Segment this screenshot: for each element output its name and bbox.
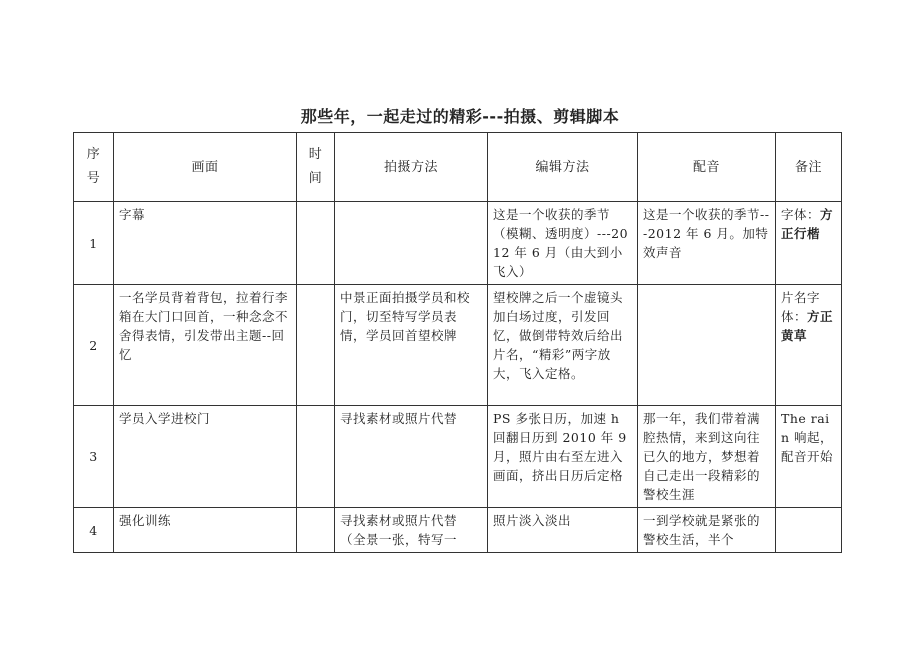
row-method: 寻找素材或照片代替 — [335, 406, 488, 508]
header-num-bottom: 号 — [86, 171, 101, 186]
row-method: 中景正面拍摄学员和校门，切至特写学员表情，学员回首望校牌 — [335, 285, 488, 406]
note-text: The rain 响起，配音开始 — [781, 411, 834, 464]
header-time — [297, 133, 335, 202]
row-edit: 照片淡入淡出 — [488, 508, 638, 553]
row-num: 1 — [74, 202, 114, 285]
table-row — [74, 202, 842, 285]
row-edit: 望校牌之后一个虚镜头加白场过度，引发回忆，做倒带特效后给出片名，“精彩”两字放大，飞入定格。 — [488, 285, 638, 406]
header-scene: 画面 — [114, 133, 297, 202]
header-time-bottom: 间 — [308, 171, 323, 186]
row-num: 2 — [74, 285, 114, 406]
row-num: 3 — [74, 406, 114, 508]
row-scene: 字幕 — [114, 202, 297, 285]
row-num: 4 — [74, 508, 114, 553]
row-time — [297, 202, 335, 285]
header-note: 备注 — [776, 133, 842, 202]
row-audio: 这是一个收获的季节---2012 年 6 月。加特效声音 — [638, 202, 776, 285]
note-font-name: 方正行楷 — [781, 207, 834, 241]
row-audio: 一到学校就是紧张的警校生活，半个 — [638, 508, 776, 553]
row-edit: PS 多张日历，加速 h 回翻日历到 2010 年 9 月，照片由右至左进入画面，挤出日历后定格 — [488, 406, 638, 508]
row-note — [776, 508, 842, 553]
script-table — [73, 132, 842, 553]
row-audio — [638, 285, 776, 406]
row-audio: 那一年，我们带着满腔热情，来到这向往已久的地方，梦想着自己走出一段精彩的警校生涯 — [638, 406, 776, 508]
header-edit: 编辑方法 — [488, 133, 638, 202]
document-title: 那些年，一起走过的精彩---拍摄、剪辑脚本 — [300, 107, 620, 126]
row-scene: 学员入学进校门 — [114, 406, 297, 508]
row-scene: 强化训练 — [114, 508, 297, 553]
row-time — [297, 406, 335, 508]
header-method: 拍摄方法 — [335, 133, 488, 202]
header-audio: 配音 — [638, 133, 776, 202]
row-note — [776, 406, 842, 508]
table-row — [74, 508, 842, 553]
row-edit: 这是一个收获的季节（模糊、透明度）---2012 年 6 月（由大到小飞入） — [488, 202, 638, 285]
row-note — [776, 285, 842, 406]
table-row — [74, 406, 842, 508]
row-method — [335, 202, 488, 285]
note-font-name: 方正黄草 — [781, 309, 834, 343]
row-time — [297, 508, 335, 553]
note-text: 字体： — [781, 207, 821, 222]
row-scene: 一名学员背着背包，拉着行李箱在大门口回首，一种念念不舍得表情，引发带出主题--回忆 — [114, 285, 297, 406]
header-time-top: 时 — [308, 147, 323, 162]
header-row — [74, 133, 842, 202]
row-note — [776, 202, 842, 285]
table-row — [74, 285, 842, 406]
row-method: 寻找素材或照片代替（全景一张，特写一 — [335, 508, 488, 553]
row-time — [297, 285, 335, 406]
note-text: 片名字体： — [781, 290, 821, 324]
header-num — [74, 133, 114, 202]
header-num-top: 序 — [86, 147, 101, 162]
